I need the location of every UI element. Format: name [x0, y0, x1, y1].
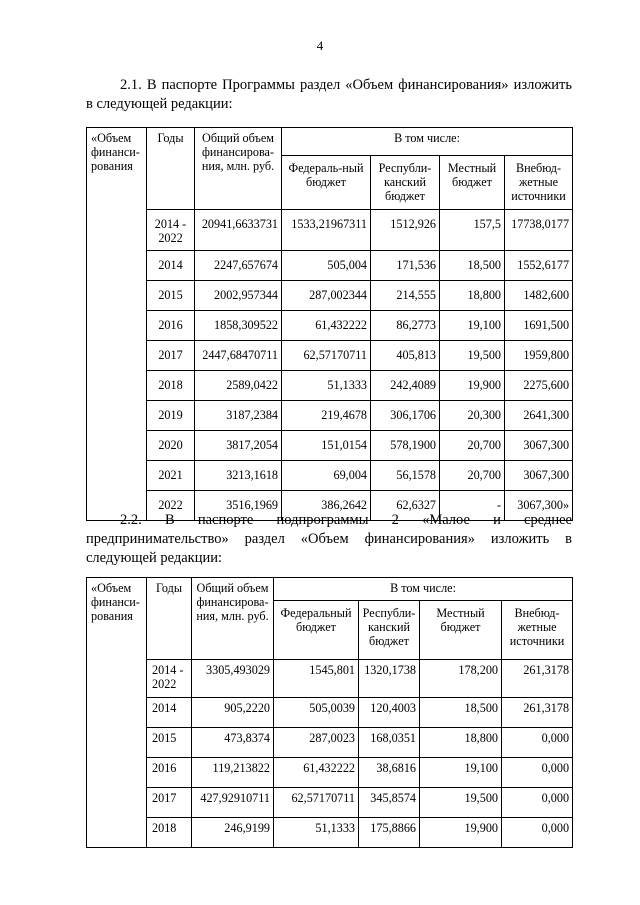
cell-extra: 1959,800: [505, 341, 573, 371]
cell-local: 19,100: [440, 311, 505, 341]
cell-total: 427,92910711: [192, 788, 274, 818]
cell-total: 3187,2384: [195, 401, 282, 431]
page-number: 4: [316, 38, 324, 53]
cell-local: 18,500: [420, 698, 502, 728]
header-including: В том числе:: [274, 578, 573, 601]
cell-total: 2247,657674: [195, 251, 282, 281]
cell-republic: 1320,1738: [359, 660, 420, 698]
cell-republic: 345,8574: [359, 788, 420, 818]
header-extra: Внебюд-жетные источники: [502, 601, 573, 660]
cell-extra: 17738,0177: [505, 210, 573, 251]
header-republic: Республи-канский бюджет: [371, 156, 440, 210]
cell-year: 2020: [147, 431, 195, 461]
table-row: [87, 788, 573, 818]
cell-year: 2017: [147, 341, 195, 371]
header-local: Местный бюджет: [440, 156, 505, 210]
cell-republic: 578,1900: [371, 431, 440, 461]
section-2-2-text: 2.2. В паспорте подпрограммы 2 «Малое и среднее предпринимательство» раздел «Объем финансирования» изложить в следующей редакции:: [86, 512, 572, 566]
cell-federal: 62,57170711: [282, 341, 371, 371]
cell-local: 19,500: [440, 341, 505, 371]
cell-year: 2014 - 2022: [147, 210, 195, 251]
cell-federal: 1545,801: [274, 660, 359, 698]
cell-local: 19,500: [420, 788, 502, 818]
financing-table-program: [86, 127, 573, 521]
cell-extra: 2641,300: [505, 401, 573, 431]
cell-local: 19,100: [420, 758, 502, 788]
header-federal: Федеральный бюджет: [274, 601, 359, 660]
cell-republic: 56,1578: [371, 461, 440, 491]
cell-total: 2589,0422: [195, 371, 282, 401]
cell-total: 2447,68470711: [195, 341, 282, 371]
cell-federal: 61,432222: [282, 311, 371, 341]
cell-extra: 0,000: [502, 818, 573, 848]
cell-republic: 171,536: [371, 251, 440, 281]
table-row: [87, 461, 573, 491]
cell-total: 3213,1618: [195, 461, 282, 491]
cell-total: 3305,493029: [192, 660, 274, 698]
cell-total: 246,9199: [192, 818, 274, 848]
cell-extra: 0,000: [502, 728, 573, 758]
cell-republic: 1512,926: [371, 210, 440, 251]
cell-republic: 175,8866: [359, 818, 420, 848]
cell-extra: 0,000: [502, 788, 573, 818]
table-row: [87, 341, 573, 371]
cell-extra: 3067,300»: [505, 491, 573, 521]
cell-total: 1858,309522: [195, 311, 282, 341]
table-row: [87, 728, 573, 758]
table-label: «Объем финанси-рования: [87, 128, 147, 521]
table-row: [87, 251, 573, 281]
cell-republic: 242,4089: [371, 371, 440, 401]
cell-local: 178,200: [420, 660, 502, 698]
cell-republic: 86,2773: [371, 311, 440, 341]
table-row: [87, 401, 573, 431]
cell-extra: 3067,300: [505, 461, 573, 491]
table-row: [87, 210, 573, 251]
cell-total: 473,8374: [192, 728, 274, 758]
cell-federal: 62,57170711: [274, 788, 359, 818]
cell-extra: 3067,300: [505, 431, 573, 461]
cell-total: 905,2220: [192, 698, 274, 728]
cell-federal: 386,2642: [282, 491, 371, 521]
cell-total: 3817,2054: [195, 431, 282, 461]
cell-year: 2018: [147, 818, 192, 848]
cell-local: 157,5: [440, 210, 505, 251]
cell-federal: 51,1333: [282, 371, 371, 401]
table-row: [87, 281, 573, 311]
cell-republic: 306,1706: [371, 401, 440, 431]
cell-year: 2016: [147, 758, 192, 788]
cell-year: 2021: [147, 461, 195, 491]
cell-federal: 1533,21967311: [282, 210, 371, 251]
cell-extra: 2275,600: [505, 371, 573, 401]
cell-local: 20,300: [440, 401, 505, 431]
financing-table-subprogram: [86, 577, 573, 848]
cell-federal: 505,004: [282, 251, 371, 281]
cell-extra: 0,000: [502, 758, 573, 788]
cell-extra: 261,3178: [502, 660, 573, 698]
table-row: [87, 431, 573, 461]
table-row: [87, 818, 573, 848]
cell-federal: 51,1333: [274, 818, 359, 848]
cell-total: 2002,957344: [195, 281, 282, 311]
cell-federal: 219,4678: [282, 401, 371, 431]
table-row: [87, 311, 573, 341]
cell-republic: 38,6816: [359, 758, 420, 788]
header-total: Общий объем финансирова-ния, млн. руб.: [192, 578, 274, 660]
cell-extra: 1552,6177: [505, 251, 573, 281]
table-row: [87, 371, 573, 401]
cell-republic: 168,0351: [359, 728, 420, 758]
header-extra: Внебюд-жетные источники: [505, 156, 573, 210]
cell-local: 19,900: [440, 371, 505, 401]
cell-local: 19,900: [420, 818, 502, 848]
cell-local: 20,700: [440, 431, 505, 461]
cell-republic: 214,555: [371, 281, 440, 311]
cell-local: -: [440, 491, 505, 521]
table-label: «Объем финанси-рования: [87, 578, 147, 848]
cell-year: 2014: [147, 698, 192, 728]
header-total: Общий объем финансирова-ния, млн. руб.: [195, 128, 282, 210]
cell-total: 20941,6633731: [195, 210, 282, 251]
cell-federal: 505,0039: [274, 698, 359, 728]
cell-total: 119,213822: [192, 758, 274, 788]
header-republic: Республи-канский бюджет: [359, 601, 420, 660]
cell-local: 18,800: [440, 281, 505, 311]
cell-local: 18,500: [440, 251, 505, 281]
cell-republic: 62,6327: [371, 491, 440, 521]
table-row: [87, 660, 573, 698]
header-years: Годы: [147, 578, 192, 660]
section-2-1-text: 2.1. В паспорте Программы раздел «Объем финансирования» изложить в следующей редакции:: [86, 77, 572, 112]
cell-federal: 69,004: [282, 461, 371, 491]
table-row: [87, 758, 573, 788]
table-row: [87, 698, 573, 728]
header-local: Местный бюджет: [420, 601, 502, 660]
cell-year: 2016: [147, 311, 195, 341]
cell-federal: 287,0023: [274, 728, 359, 758]
cell-total: 3516,1969: [195, 491, 282, 521]
cell-republic: 120,4003: [359, 698, 420, 728]
cell-local: 20,700: [440, 461, 505, 491]
cell-year: 2014 - 2022: [147, 660, 192, 698]
header-years: Годы: [147, 128, 195, 210]
cell-local: 18,800: [420, 728, 502, 758]
cell-extra: 261,3178: [502, 698, 573, 728]
cell-year: 2019: [147, 401, 195, 431]
cell-year: 2022: [147, 491, 195, 521]
cell-year: 2014: [147, 251, 195, 281]
cell-year: 2015: [147, 281, 195, 311]
cell-extra: 1482,600: [505, 281, 573, 311]
cell-year: 2018: [147, 371, 195, 401]
cell-year: 2017: [147, 788, 192, 818]
cell-federal: 287,002344: [282, 281, 371, 311]
header-federal: Федераль-ный бюджет: [282, 156, 371, 210]
cell-extra: 1691,500: [505, 311, 573, 341]
cell-federal: 151,0154: [282, 431, 371, 461]
cell-federal: 61,432222: [274, 758, 359, 788]
cell-year: 2015: [147, 728, 192, 758]
cell-republic: 405,813: [371, 341, 440, 371]
header-including: В том числе:: [282, 128, 573, 156]
